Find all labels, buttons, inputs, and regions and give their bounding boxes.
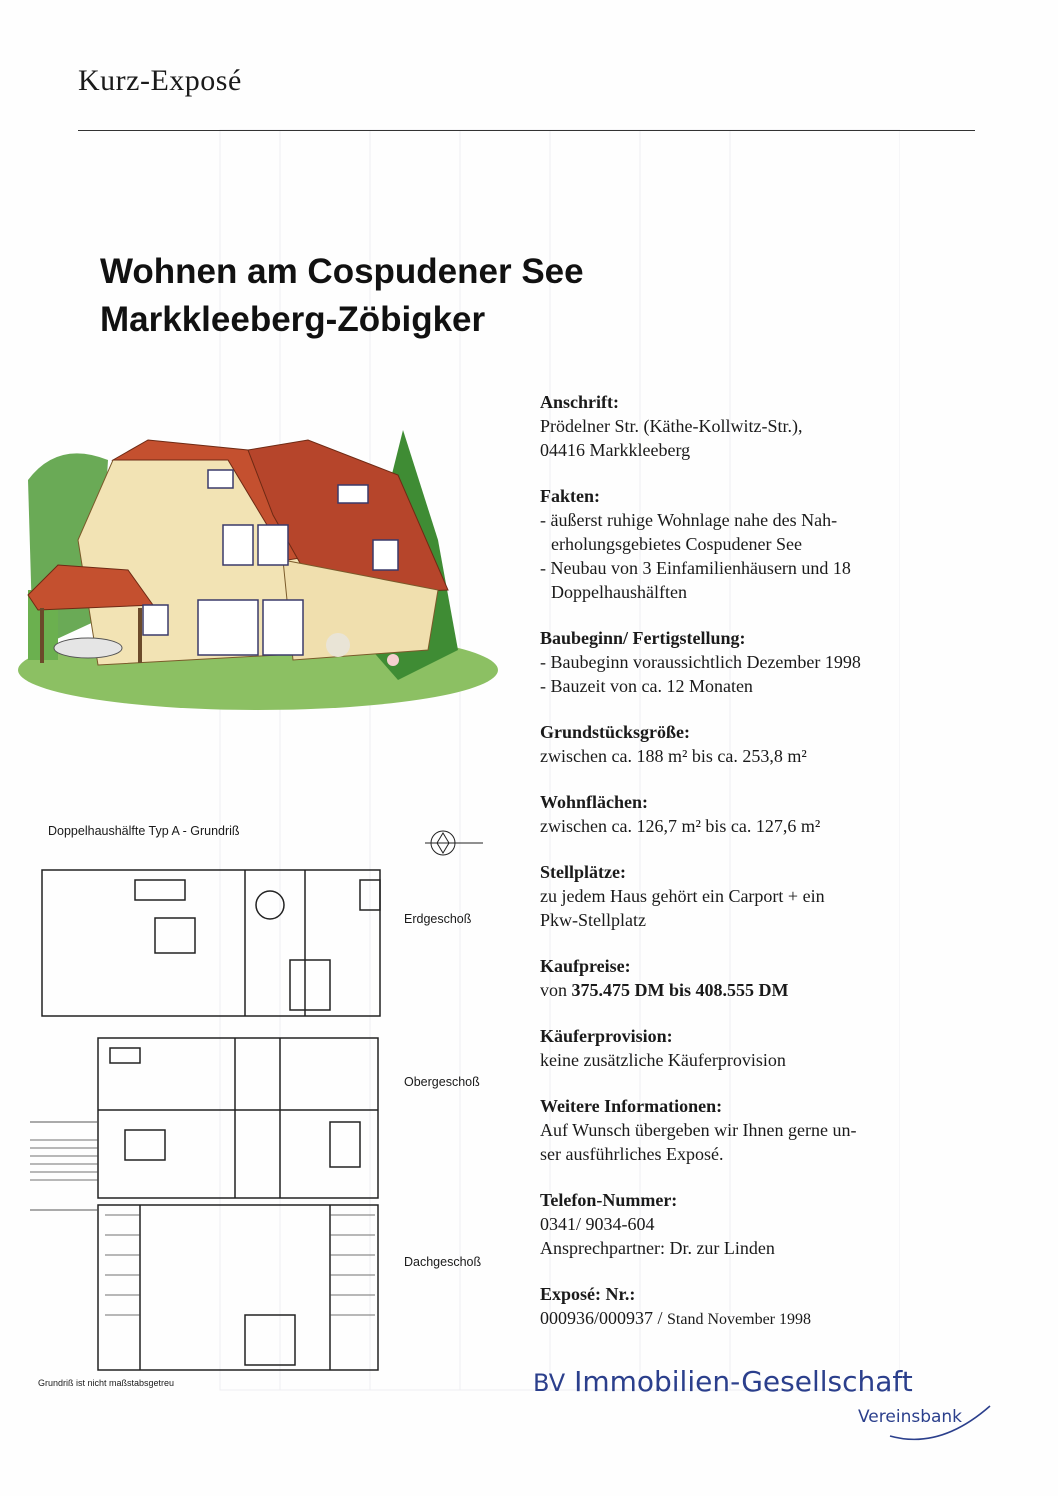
expose-label: Exposé: Nr.: — [540, 1284, 636, 1304]
weitere-label: Weitere Informationen: — [540, 1096, 723, 1116]
stellplaetze-label: Stellplätze: — [540, 862, 626, 882]
kaufpreise-prefix: von — [540, 980, 572, 1000]
section-kaufpreise — [540, 954, 960, 1002]
section-anschrift — [540, 390, 960, 462]
section-stellplaetze — [540, 860, 960, 932]
section-wohnflaechen — [540, 790, 960, 838]
kaufpreise-value — [540, 978, 960, 1002]
page-header-title: Kurz-Exposé — [78, 64, 242, 97]
wohnflaechen-value: zwischen ca. 126,7 m² bis ca. 127,6 m² — [540, 816, 821, 836]
wohnflaechen-label: Wohnflächen: — [540, 792, 649, 812]
floor-label-obergeschoss: Obergeschoß — [404, 1075, 480, 1089]
floor-plan-title: Doppelhaushälfte Typ A - Grundriß — [48, 824, 240, 838]
floor-label-erdgeschoss: Erdgeschoß — [404, 912, 472, 926]
telefon-label: Telefon-Nummer: — [540, 1190, 678, 1210]
compass-north-icon — [425, 826, 485, 860]
contact-person: Ansprechpartner: Dr. zur Linden — [540, 1238, 775, 1258]
section-fakten — [540, 484, 960, 604]
weitere-line-1: Auf Wunsch übergeben wir Ihnen gerne un- — [540, 1120, 857, 1140]
brand-bv: BV — [533, 1369, 566, 1397]
headline-line-1: Wohnen am Cospudener See — [100, 252, 584, 291]
brand-name: Immobilien-Gesellschaft — [574, 1365, 913, 1398]
address-line-2: 04416 Markkleeberg — [540, 440, 691, 460]
section-grundstueck — [540, 720, 960, 768]
brand-logo — [533, 1365, 913, 1398]
grundstueck-label: Grundstücksgröße: — [540, 722, 691, 742]
baubeginn-line-1: - Baubeginn voraussichtlich Dezember 1998 — [540, 652, 861, 672]
provision-value: keine zusätzliche Käuferprovision — [540, 1050, 786, 1070]
section-weitere — [540, 1094, 960, 1166]
section-expose — [540, 1282, 960, 1332]
house-illustration — [18, 420, 498, 710]
headline-line-2: Markkleeberg-Zöbigker — [100, 300, 486, 339]
swoosh-icon — [880, 1400, 1000, 1450]
telefon-number: 0341/ 9034-604 — [540, 1214, 655, 1234]
expose-stand: Stand November 1998 — [667, 1311, 811, 1328]
floor-plan-note: Grundriß ist nicht maßstabsgetreu — [38, 1378, 175, 1388]
section-telefon — [540, 1188, 960, 1260]
bank-name: Vereinsbank — [858, 1407, 963, 1427]
fakten-item-2b: Doppelhaushälften — [551, 582, 687, 602]
fakten-item-1b: erholungsgebietes Cospudener See — [551, 534, 802, 554]
expose-number: 000936/000937 / — [540, 1308, 668, 1328]
header-divider — [78, 130, 975, 131]
expose-number-line — [540, 1306, 960, 1332]
kaufpreise-label: Kaufpreise: — [540, 956, 631, 976]
info-column — [540, 390, 960, 1354]
fakten-item-1a: - äußerst ruhige Wohnlage nahe des Nah- — [540, 510, 838, 530]
floor-label-dachgeschoss: Dachgeschoß — [404, 1255, 482, 1269]
kaufpreise-range: 375.475 DM bis 408.555 DM — [571, 980, 789, 1000]
provision-label: Käuferprovision: — [540, 1026, 673, 1046]
baubeginn-label: Baubeginn/ Fertigstellung: — [540, 628, 746, 648]
anschrift-label: Anschrift: — [540, 392, 619, 412]
address-line-1: Prödelner Str. (Käthe-Kollwitz-Str.), — [540, 416, 803, 436]
section-provision — [540, 1024, 960, 1072]
stellplaetze-line-1: zu jedem Haus gehört ein Carport + ein — [540, 886, 825, 906]
stellplaetze-line-2: Pkw-Stellplatz — [540, 910, 646, 930]
weitere-line-2: ser ausführliches Exposé. — [540, 1144, 724, 1164]
section-baubeginn — [540, 626, 960, 698]
floor-plans — [30, 860, 410, 1380]
fakten-label: Fakten: — [540, 486, 600, 506]
fakten-item-2a: - Neubau von 3 Einfamilienhäusern und 18 — [540, 558, 851, 578]
baubeginn-line-2: - Bauzeit von ca. 12 Monaten — [540, 676, 753, 696]
grundstueck-value: zwischen ca. 188 m² bis ca. 253,8 m² — [540, 746, 807, 766]
